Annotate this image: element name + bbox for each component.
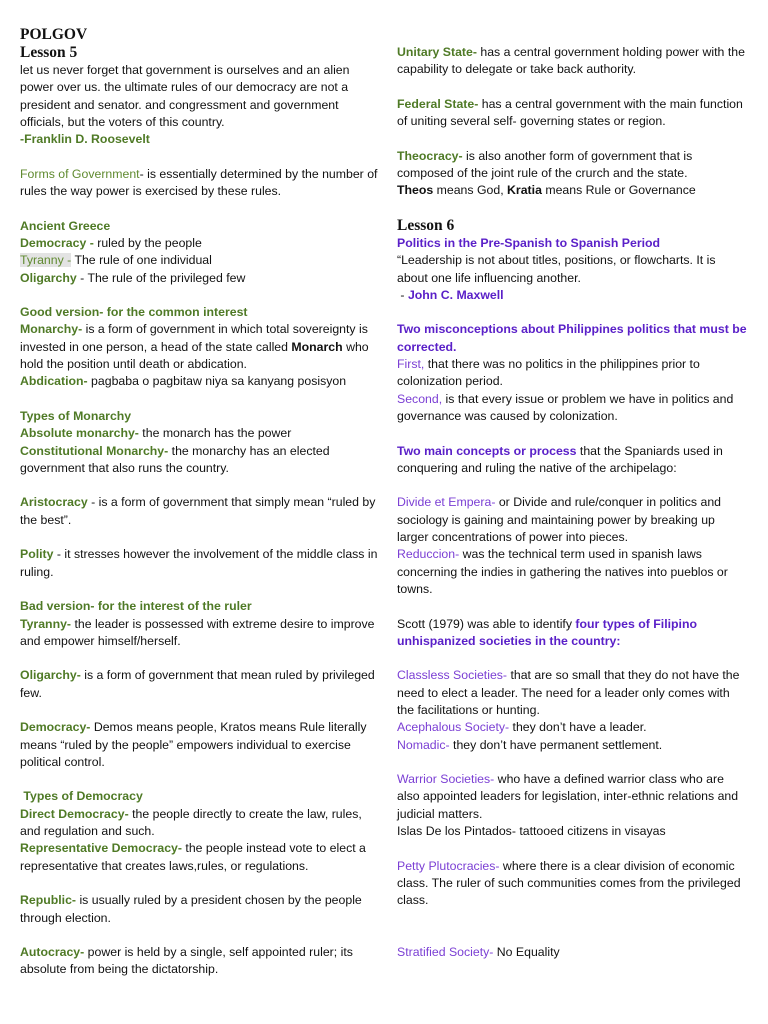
bold-word: Theos [397, 183, 434, 198]
term: Direct Democracy- [20, 806, 129, 821]
term: Nomadic- [397, 737, 450, 752]
definition: - it stresses however the involvement of the middle class in ruling. [20, 547, 378, 579]
two-main-concepts-paragraph [397, 443, 749, 478]
divide-reduccion-section [397, 494, 749, 598]
definition: means Rule or Governance [541, 183, 696, 198]
definition: is also another form of government that is composed of the joint rule of the crurch and the state. [397, 148, 693, 181]
term-highlighted: Tyranny - [20, 253, 72, 268]
section-heading: Types of Democracy [20, 789, 143, 804]
democracy-paragraph [20, 719, 378, 771]
term: Republic- [20, 893, 77, 908]
bold-word: Monarch [291, 339, 343, 354]
definition: they don’t have permanent settlement. [449, 737, 663, 752]
section-heading: Types of Monarchy [20, 408, 132, 423]
term: Acephalous Society- [397, 720, 510, 735]
term: Absolute monarchy- [20, 426, 139, 441]
term: Autocracy- [20, 945, 85, 960]
definition: they don’t have a leader. [509, 720, 647, 735]
definition: Scott (1979) was able to identify [397, 616, 576, 631]
term: Representative Democracy- [20, 841, 182, 856]
definition: that the Spaniards used in conquering and ruling the native of the archipelago: [397, 443, 723, 475]
term: Unitary State- [397, 45, 477, 59]
definition: is a form of government that mean ruled by privileged few. [20, 668, 375, 700]
section-heading: Good version- for the common interest [20, 305, 248, 320]
misconceptions-section [397, 321, 749, 425]
definition: is a form of government in which total sovereignty is invested in one person, a head of the state called [20, 322, 368, 354]
lesson-5-heading: Lesson 5 [20, 44, 78, 61]
definition: is usually ruled by a president chosen by the people through election. [20, 893, 362, 925]
leadership-quote: “Leadership is not about titles, positions, or flowcharts. It is about one life influencing another. [397, 253, 716, 285]
term: First, [397, 357, 425, 372]
term: Theocracy- [397, 148, 463, 163]
roosevelt-quote [20, 62, 378, 148]
term: Stratified Society- [397, 945, 494, 960]
right-column [397, 44, 749, 961]
lesson-6-heading: Lesson 6 [397, 216, 455, 234]
definition: that are so small that they do not have the need to elect a leader. The need for a leader only comes with the facilitations or hunting. [397, 668, 740, 717]
quote-author: -Franklin D. Roosevelt [20, 132, 150, 147]
scott-paragraph [397, 616, 749, 651]
definition: - is essentially determined by the number of rules the way power is exercised by these rules. [20, 166, 378, 199]
spacer [397, 927, 749, 944]
bad-version-section [20, 598, 378, 650]
definition: the people instead vote to elect a representative that creates laws,rules, or regulations. [20, 841, 366, 873]
term: Polity [20, 547, 54, 562]
types-of-democracy-section [20, 788, 378, 874]
forms-of-government-paragraph [20, 166, 378, 201]
definition: the monarch has the power [138, 426, 292, 441]
term: Warrior Societies- [397, 772, 495, 787]
term: Forms of Government [20, 166, 140, 181]
definition: Demos means people, Kratos means Rule literally means “ruled by the people” empowers individual to exercise political control. [20, 720, 367, 769]
federal-state-paragraph [397, 96, 749, 131]
section-heading: Politics in the Pre-Spanish to Spanish Period [397, 235, 661, 250]
oligarchy-paragraph [20, 667, 378, 702]
term: Federal State- [397, 96, 479, 111]
term: Tyranny- [20, 616, 72, 631]
term: Constitutional Monarchy- [20, 443, 169, 458]
unitary-state-paragraph [397, 44, 749, 79]
term: Petty Plutocracies- [397, 858, 500, 873]
quote-dash: - [397, 287, 408, 302]
term: Democracy- [20, 720, 91, 735]
quote-author: John C. Maxwell [407, 287, 504, 302]
definition: the leader is possessed with extreme desire to improve and empower himself/herself. [20, 616, 375, 648]
warrior-societies-section [397, 771, 749, 840]
quote-text: let us never forget that government is ourselves and an alien power over us. the ultimate rules of our democracy are not a president and senator. and congressment and government officials, but the voters of this country. [20, 63, 350, 129]
petty-plutocracies-paragraph [397, 858, 749, 910]
term: Oligarchy [20, 270, 77, 285]
definition: pagbaba o pagbitaw niya sa kanyang posisyon [87, 374, 347, 389]
term: Democracy - [20, 235, 94, 250]
term: Classless Societies- [397, 668, 508, 683]
good-version-section [20, 304, 378, 390]
section-heading: Two misconceptions about Philippines politics that must be corrected. [397, 322, 747, 354]
definition: is that every issue or problem we have in politics and governance was caused by colonization. [397, 391, 734, 423]
definition: the monarchy has an elected government that also runs the country. [20, 443, 330, 475]
term: four types of Filipino unhispanized societies in the country: [397, 616, 698, 648]
section-heading: Ancient Greece [20, 218, 111, 233]
term: Second, [397, 391, 446, 406]
republic-paragraph [20, 892, 378, 927]
polity-paragraph [20, 546, 378, 581]
left-column [20, 26, 378, 979]
theocracy-paragraph [397, 148, 749, 200]
definition: means God, [433, 183, 508, 198]
islas-line: Islas De los Pintados- tattooed citizens in visayas [397, 824, 666, 839]
term: Oligarchy- [20, 668, 81, 683]
types-of-monarchy-section [20, 408, 378, 477]
definition: where there is a clear division of economic class. The ruler of such communities comes from the privileged class. [397, 858, 741, 908]
definition: - is a form of government that simply mean “ruled by the best”. [20, 495, 376, 527]
term: Aristocracy [20, 495, 88, 510]
term: Two main concepts or process [397, 443, 577, 458]
autocracy-paragraph [20, 944, 378, 979]
definition: that there was no politics in the philippines prior to colonization period. [397, 357, 700, 389]
aristocracy-paragraph [20, 494, 378, 529]
definition: No Equality [493, 945, 560, 960]
classless-societies-section [397, 667, 749, 753]
definition: power is held by a single, self appointed ruler; its absolute from being the dictatorship. [20, 945, 353, 977]
definition: was the technical term used in spanish laws concerning the indies in gathering the natives into pueblos or towns. [397, 547, 728, 596]
stratified-society-paragraph [397, 944, 749, 961]
definition: or Divide and rule/conquer in politics and sociology is gaining and maintaining power by breaking up larger concentrations of power into pieces. [397, 495, 721, 545]
term: Abdication- [20, 374, 88, 389]
definition: - The rule of the privileged few [76, 270, 246, 285]
definition: has a central government with the main function of uniting several self- governing states or region. [397, 96, 743, 129]
definition: who have a defined warrior class who are also appointed leaders for legislation, inter-ethnic relations and judicial matters. [397, 772, 739, 821]
definition: who hold the position until death or abdication. [20, 339, 369, 372]
definition: ruled by the people [93, 235, 202, 250]
term: Divide et Empera- [397, 495, 496, 510]
term: Reduccion- [397, 547, 460, 562]
bold-word: Kratia [507, 183, 542, 198]
section-heading: Bad version- for the interest of the ruler [20, 599, 252, 614]
lesson-6-intro [397, 235, 749, 304]
definition: The rule of one individual [71, 253, 212, 268]
document-title: POLGOV [20, 26, 88, 43]
definition: the people directly to create the law, rules, and regulation and such. [20, 806, 362, 839]
term: Monarchy- [20, 322, 83, 337]
definition: has a central government holding power with the capability to delegate or take back authority. [397, 45, 745, 77]
ancient-greece-section [20, 218, 378, 287]
